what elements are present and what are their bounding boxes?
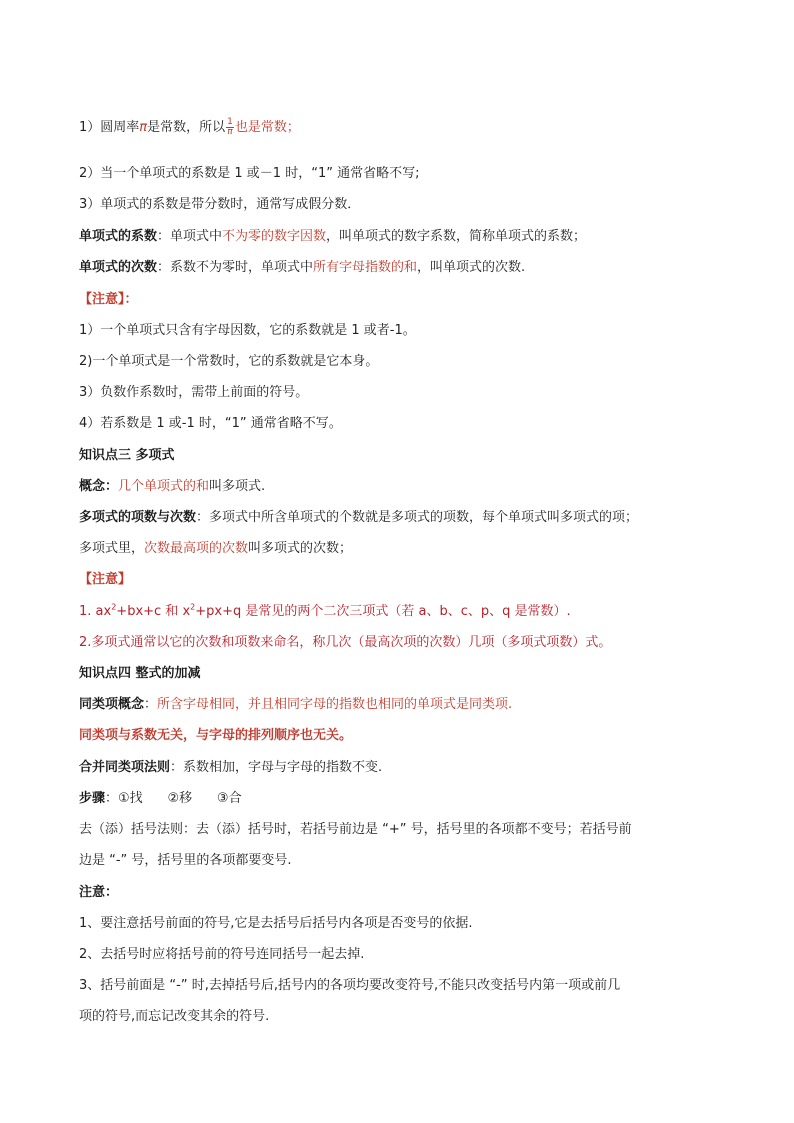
polynomial-degree-line — [79, 539, 724, 559]
text: 叫多项式. — [209, 479, 266, 494]
note-item: 2、去括号时应将括号前的符号连同括号一起去掉. — [79, 947, 365, 962]
text: ： — [144, 697, 158, 712]
superscript: 2 — [190, 602, 196, 612]
term-label: 步骤 — [79, 791, 106, 806]
coefficient-definition — [79, 227, 724, 247]
section-heading: 知识点三 多项式 — [79, 448, 175, 463]
term-label: 多项式的项数与次数 — [79, 510, 197, 525]
text: ：系数相加，字母与字母的指数不变. — [170, 760, 383, 775]
fraction-numerator: 1 — [227, 117, 233, 127]
text: +bx+c 和 x — [116, 604, 191, 619]
term-label: 概念： — [79, 479, 119, 494]
term-label: 合并同类项法则 — [79, 760, 171, 775]
text: +px+q 是常见的两个二次三项式（若 a、b、c、p、q 是常数）. — [195, 604, 571, 619]
note-item: 1、要注意括号前面的符号,它是去括号后括号内各项是否变号的依据. — [79, 916, 473, 931]
note-line-2: 2）当一个单项式的系数是 1 或－1 时，“1” 通常省略不写; — [79, 166, 420, 181]
text-highlight: 次数最高项的次数 — [144, 541, 249, 556]
fraction-one-over-pi — [226, 118, 234, 137]
term-label: 同类项概念 — [79, 697, 145, 712]
text: 叫多项式的次数； — [248, 541, 353, 556]
section-heading: 知识点四 整式的加减 — [79, 666, 201, 681]
polynomial-concept — [79, 477, 724, 497]
text: ：系数不为零时，单项式中 — [157, 260, 314, 275]
note-line-1 — [79, 118, 724, 138]
text: 是常数，所以 — [147, 120, 226, 135]
note-item: 3、括号前面是 “-” 时,去掉括号后,括号内的各项均要改变符号,不能只改变括号内第一项或前几 — [79, 978, 621, 993]
steps-line — [79, 789, 724, 809]
like-terms-concept — [79, 695, 724, 715]
note-item: 1）一个单项式只含有字母因数，它的系数就是 1 或者-1。 — [79, 323, 416, 338]
polynomial-terms-degree — [79, 508, 724, 528]
degree-definition — [79, 258, 724, 278]
note-line-3: 3）单项式的系数是带分数时，通常写成假分数． — [79, 197, 361, 212]
term-label: 单项式的次数 — [79, 260, 158, 275]
note-item: 3）负数作系数时，需带上前面的符号。 — [79, 385, 309, 400]
bracket-rule-line-2: 边是 “-” 号，括号里的各项都要变号. — [79, 853, 292, 868]
like-terms-note: 同类项与系数无关，与字母的排列顺序也无关。 — [79, 728, 353, 743]
combine-rule — [79, 758, 724, 778]
text: ：单项式中 — [157, 229, 223, 244]
note-heading: 【注意】 — [79, 572, 132, 587]
note-item — [79, 602, 724, 622]
note-item: 2)一个单项式是一个常数时，它的系数就是它本身。 — [79, 354, 379, 369]
text-highlight: 所含字母相同，并且相同字母的指数也相同的单项式是同类项. — [157, 697, 513, 712]
pi-symbol: π — [139, 120, 148, 135]
text: 多项式里， — [79, 541, 145, 556]
text: ，叫单项式的数字系数，简称单项式的系数； — [326, 229, 587, 244]
text-highlight: 几个单项式的和 — [118, 479, 210, 494]
text: ：①找 ②移 ③合 — [105, 791, 242, 806]
text: ：多项式中所含单项式的个数就是多项式的项数，每个单项式叫多项式的项； — [196, 510, 639, 525]
text: 1. ax — [79, 604, 112, 619]
text: ，叫单项式的次数. — [417, 260, 526, 275]
fraction-denominator: π — [227, 127, 233, 137]
note-item: 4）若系数是 1 或-1 时，“1” 通常省略不写。 — [79, 416, 342, 431]
text-highlight: 不为零的数字因数 — [222, 229, 327, 244]
superscript: 2 — [111, 602, 117, 612]
text-highlight: 也是常数； — [234, 120, 300, 135]
term-label: 单项式的系数 — [79, 229, 158, 244]
text-highlight: 所有字母指数的和 — [313, 260, 418, 275]
note-item: 项的符号,而忘记改变其余的符号. — [79, 1009, 270, 1024]
note-item: 2.多项式通常以它的次数和项数来命名，称几次（最高次项的次数）几项（多项式项数）式。 — [79, 635, 612, 650]
note-heading: 【注意】： — [79, 292, 138, 307]
text: 1）圆周率 — [79, 120, 140, 135]
note-heading: 注意： — [79, 885, 119, 900]
bracket-rule-line-1: 去（添）括号法则：去（添）括号时，若括号前边是 “+” 号，括号里的各项都不变号；若括号前 — [79, 822, 632, 837]
